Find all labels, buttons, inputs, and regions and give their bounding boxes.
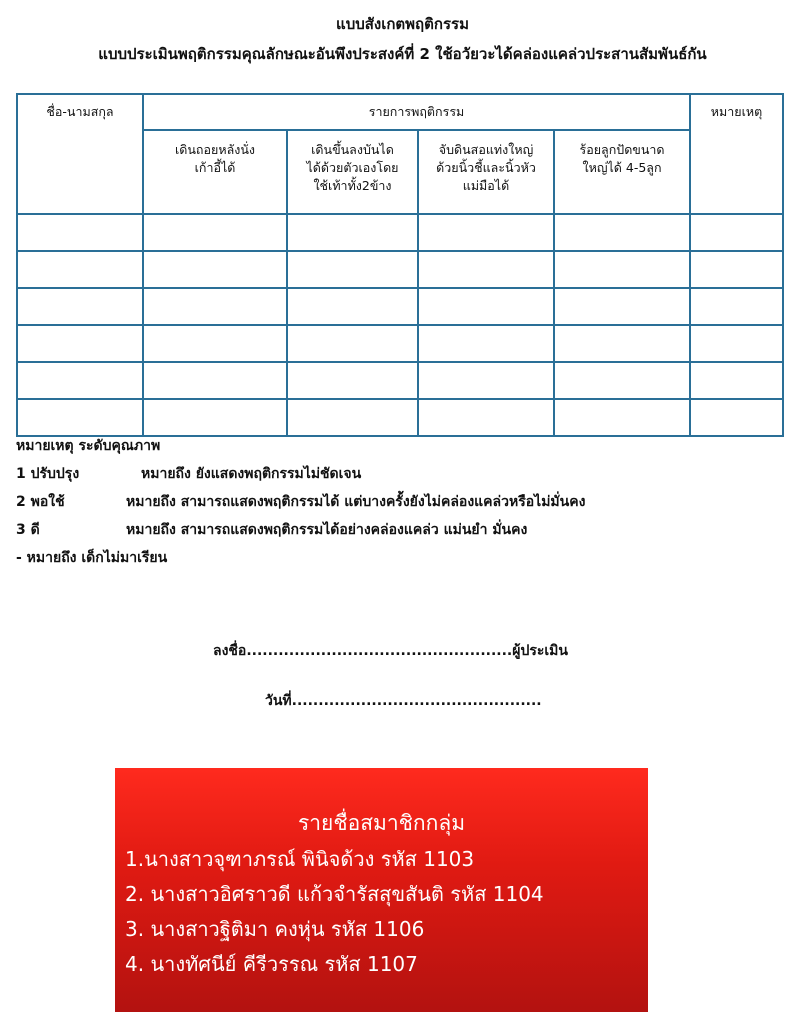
table-cell[interactable]	[17, 251, 143, 288]
behavior-header-text: เดินขึ้นลงบันได	[311, 142, 394, 157]
note-level-2	[16, 488, 585, 516]
table-row	[17, 251, 783, 288]
table-row	[17, 214, 783, 251]
behavior-header-text: แม่มือได้	[462, 178, 510, 193]
table-cell[interactable]	[690, 214, 783, 251]
table-cell[interactable]	[17, 399, 143, 436]
table-row	[17, 362, 783, 399]
table-cell[interactable]	[143, 251, 287, 288]
behavior-header-1	[143, 130, 287, 214]
table-cell[interactable]	[287, 325, 418, 362]
behavior-header-2	[287, 130, 418, 214]
table-cell[interactable]	[554, 251, 690, 288]
member-item: 3. นางสาวฐิติมา คงหุ่น รหัส 1106	[125, 917, 425, 941]
table-cell[interactable]	[287, 362, 418, 399]
table-cell[interactable]	[554, 325, 690, 362]
name-column-header: ชื่อ-นามสกุล	[17, 94, 143, 214]
table-cell[interactable]	[554, 362, 690, 399]
table-cell[interactable]	[418, 325, 554, 362]
table-cell[interactable]	[418, 214, 554, 251]
quality-notes	[16, 432, 585, 572]
behavior-header-text: ด้วยนิ้วชี้และนิ้วหัว	[436, 160, 536, 175]
table-row	[17, 325, 783, 362]
behavior-group-header: รายการพฤติกรรม	[143, 94, 690, 130]
signature-line: ลงชื่อ..................................................ผู้ประเมิน	[213, 643, 568, 659]
member-item: 4. นางทัศนีย์ คีรีวรรณ รหัส 1107	[125, 952, 418, 976]
table-cell[interactable]	[418, 288, 554, 325]
table-cell[interactable]	[287, 399, 418, 436]
member-item: 1.นางสาวจุฑาภรณ์ พินิจด้วง รหัส 1103	[125, 847, 475, 871]
table-cell[interactable]	[17, 325, 143, 362]
table-cell[interactable]	[690, 399, 783, 436]
table-cell[interactable]	[17, 214, 143, 251]
level-meaning: หมายถึง ยังแสดงพฤติกรรมไม่ชัดเจน	[141, 466, 362, 482]
table-cell[interactable]	[143, 214, 287, 251]
table-cell[interactable]	[690, 362, 783, 399]
behavior-header-text: ใช้เท้าทั้ง2ข้าง	[313, 178, 392, 193]
behavior-header-text: จับดินสอแท่งใหญ่	[438, 142, 534, 157]
note-level-1	[16, 460, 585, 488]
table-cell[interactable]	[287, 288, 418, 325]
document-subtitle: แบบประเมินพฤติกรรมคุณลักษณะอันพึงประสงค์ที่ 2 ใช้อวัยวะได้คล่องแคล่วประสานสัมพันธ์กัน	[98, 45, 707, 63]
behavior-header-text: เก้าอี้ได้	[194, 160, 236, 175]
behavior-header-text: ใหญ่ได้ 4-5ลูก	[582, 160, 662, 175]
table-cell[interactable]	[143, 399, 287, 436]
note-absent: - หมายถึง เด็กไม่มาเรียน	[16, 550, 168, 566]
table-cell[interactable]	[17, 288, 143, 325]
table-cell[interactable]	[143, 362, 287, 399]
members-title: รายชื่อสมาชิกกลุ่ม	[297, 811, 466, 835]
table-row	[17, 288, 783, 325]
level-label: 3 ดี	[16, 522, 40, 538]
remark-column-header: หมายเหตุ	[690, 94, 783, 214]
observation-table	[16, 93, 784, 437]
level-meaning: หมายถึง สามารถแสดงพฤติกรรมได้ แต่บางครั้งยังไม่คล่องแคล่วหรือไม่มั่นคง	[126, 494, 586, 510]
behavior-header-text: เดินถอยหลังนั่ง	[175, 142, 255, 157]
level-label: 2 พอใช้	[16, 494, 65, 510]
note-level-3	[16, 516, 585, 544]
table-cell[interactable]	[690, 325, 783, 362]
table-cell[interactable]	[143, 325, 287, 362]
level-meaning: หมายถึง สามารถแสดงพฤติกรรมได้อย่างคล่องแคล่ว แม่นยำ มั่นคง	[126, 522, 528, 538]
level-label: 1 ปรับปรุง	[16, 466, 80, 482]
member-item: 2. นางสาวอิศราวดี แก้วจำรัสสุขสันติ รหัส 1104	[125, 882, 544, 906]
table-cell[interactable]	[690, 251, 783, 288]
table-cell[interactable]	[690, 288, 783, 325]
table-cell[interactable]	[143, 288, 287, 325]
table-cell[interactable]	[418, 399, 554, 436]
table-cell[interactable]	[418, 251, 554, 288]
behavior-header-text: ได้ด้วยตัวเองโดย	[306, 160, 399, 175]
behavior-header-text: ร้อยลูกปัดขนาด	[579, 142, 665, 157]
table-cell[interactable]	[554, 214, 690, 251]
table-cell[interactable]	[17, 362, 143, 399]
table-cell[interactable]	[554, 288, 690, 325]
table-body	[17, 214, 783, 436]
behavior-header-4	[554, 130, 690, 214]
table-cell[interactable]	[554, 399, 690, 436]
table-cell[interactable]	[418, 362, 554, 399]
document-title: แบบสังเกตพฤติกรรม	[336, 15, 469, 33]
notes-heading: หมายเหตุ ระดับคุณภาพ	[16, 438, 161, 454]
behavior-header-3	[418, 130, 554, 214]
group-members-box	[115, 768, 648, 1012]
date-line: วันที่...............................................	[265, 693, 542, 709]
table-row	[17, 399, 783, 436]
table-cell[interactable]	[287, 214, 418, 251]
table-cell[interactable]	[287, 251, 418, 288]
